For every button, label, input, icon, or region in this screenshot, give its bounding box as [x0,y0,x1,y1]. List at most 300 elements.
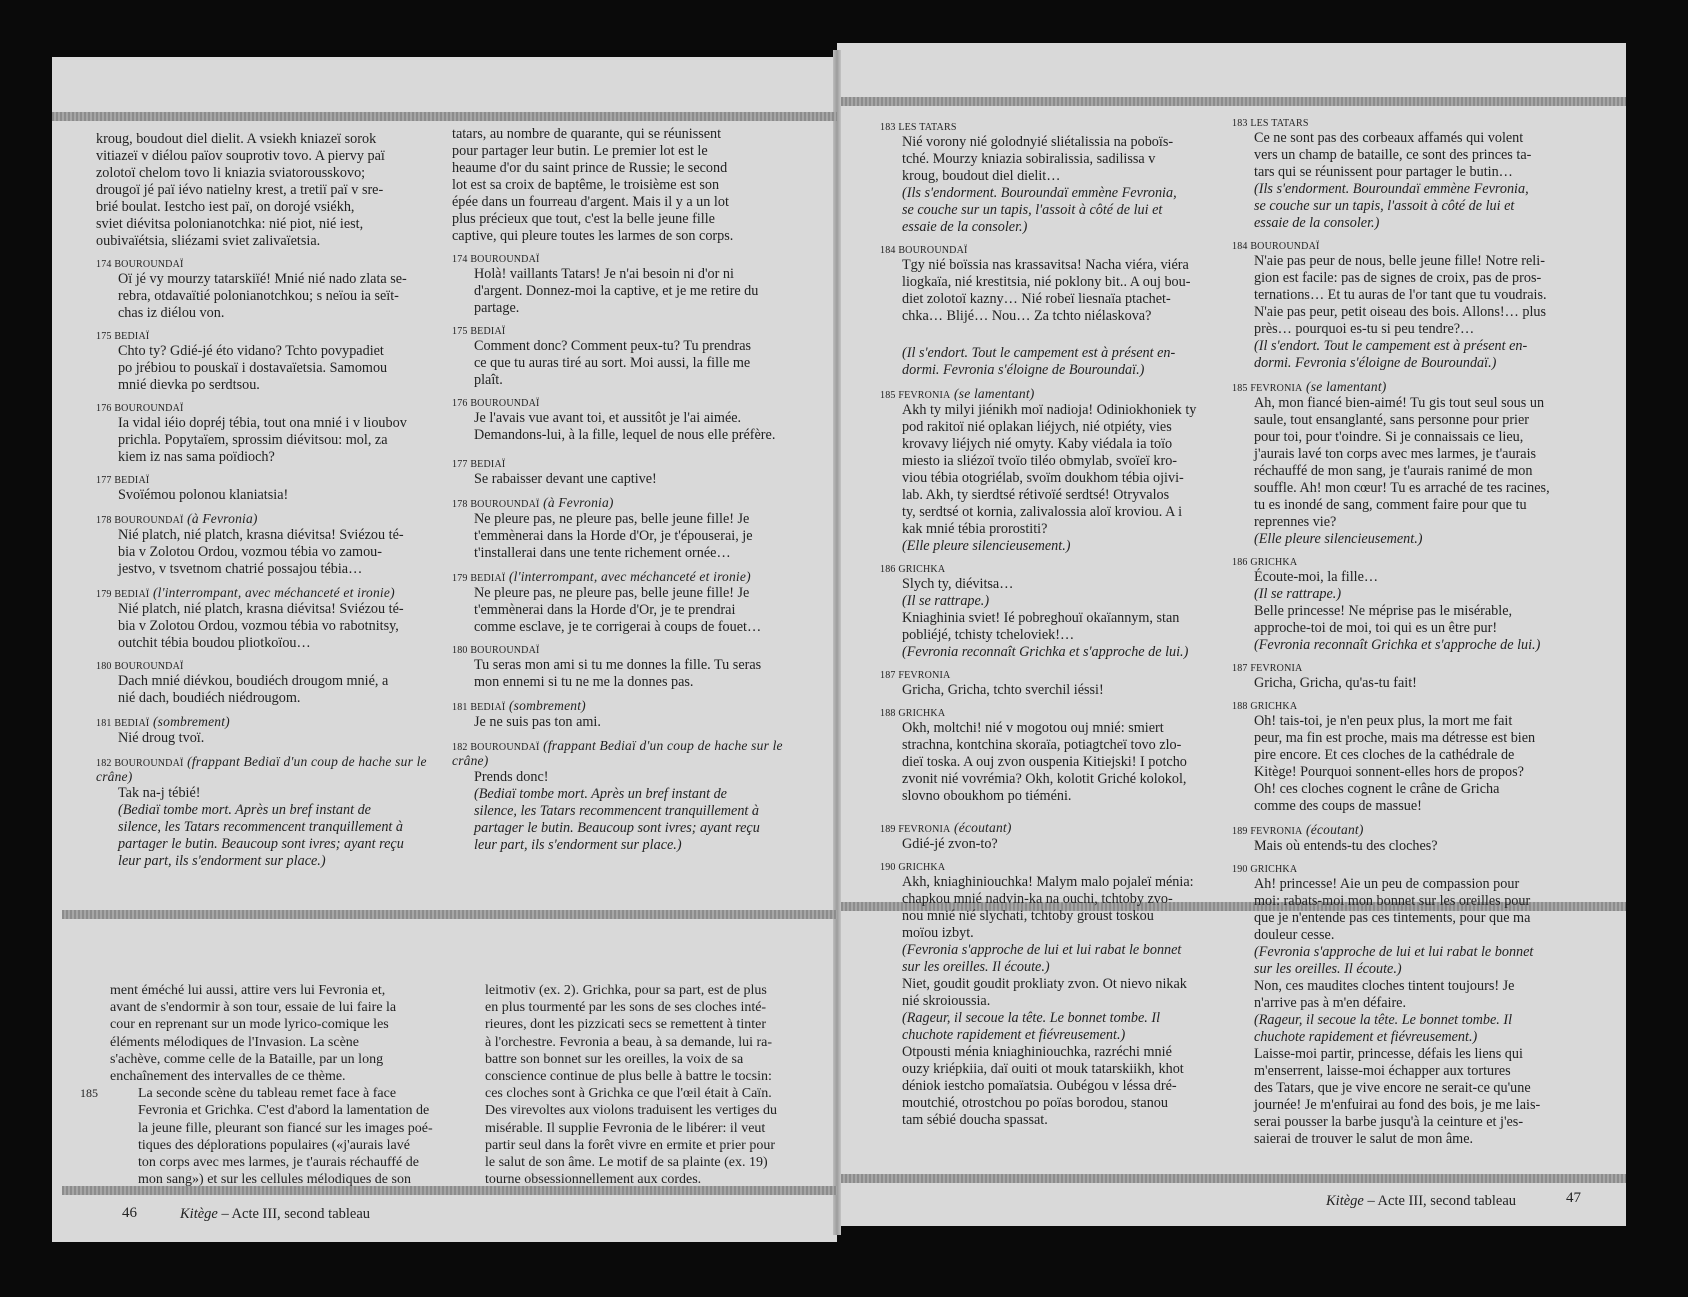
stage-note [880,325,1230,379]
text-line: prichla. Popytaïem, sprossim diévitsou: mol, za [118,432,388,448]
commentary-line: mon sang») et sur les cellules mélodiques de son [138,1172,411,1188]
stage-note [880,538,1230,555]
speaker-name: LES TATARS [1250,118,1309,129]
speaker-name: FEVRONIA [1250,663,1303,674]
sung-text [880,682,1230,699]
running-head-left [180,1206,370,1223]
text-line: pour partager leur butin. Le premier lot est le [452,143,708,159]
libretto-entry [880,707,1230,805]
text-line: saule, tout ensanglanté, sans personne pour prier [1254,412,1530,428]
stage-direction-line: (Bediaï tombe mort. Après un bref instant de [474,786,727,802]
left-russian-column [96,131,446,878]
commentary-line: leitmotiv (ex. 2). Grichka, pour sa part, est de plus [485,983,767,998]
stage-direction-line: (Fevronia reconnaît Grichka et s'approche de lui.) [1254,637,1541,653]
text-line: Écoute-moi, la fille… [1254,569,1379,585]
libretto-entry [880,821,1230,853]
text-line: kiem iz nas sama poïdioch? [118,449,275,465]
text-line: Ia vidal iéio dopréj tébia, tout ona mnié i v lioubov [118,415,407,431]
speaker-heading [1232,240,1582,253]
stage-direction-line: leur part, ils s'endorment sur place.) [474,837,682,853]
speaker-heading [452,325,792,338]
entry-number: 185 [880,390,899,401]
speaker-name: GRICHKA [1250,557,1298,568]
sung-text [880,576,1230,593]
text-line: oubivaïétsia, sliézami sviet zalivaïetsia. [96,233,321,249]
text-line: lot est sa croix de baptême, le troisième est son [452,177,720,193]
libretto-entry [880,669,1230,699]
speaker-name: BOUROUNDAÏ [114,661,184,672]
speaker-name: GRICHKA [1250,864,1298,875]
speaker-name: GRICHKA [898,708,946,719]
entry-number: 183 [1232,118,1251,129]
speaker-heading [96,660,446,673]
speaker-heading [452,397,792,410]
stage-direction-line: dormi. Fevronia s'éloigne de Bouroundaï.) [1254,355,1497,371]
commentary-line: rieures, dont les pizzicati secs se remettent à tinter [485,1017,767,1033]
sung-text [1232,675,1582,692]
commentary-line: ton corps avec mes larmes, je t'aurais réchauffé de [138,1155,419,1171]
text-line: partage. [474,300,520,316]
entry-number: 178 [452,499,471,510]
stage-direction: (sombrement) [505,698,586,713]
text-line: bia v Zolotou Ordou, vozmou tébia vo rabotnitsy, [118,618,399,634]
speaker-heading [880,244,1230,257]
text-line: plus précieux que tout, c'est la belle jeune fille [452,211,715,227]
text-line: Slych ty, diévitsa… [902,576,1014,592]
text-line: n'arrive pas à m'en défaire. [1254,995,1407,1011]
commentary-line: éléments mélodiques de l'Invasion. La scène [110,1034,359,1050]
stage-note [96,802,446,870]
sung-text [1232,395,1582,531]
speaker-name: GRICHKA [898,862,946,873]
libretto-entry [452,644,792,691]
speaker-heading [96,512,446,527]
text-line: Dach mnié diévkou, boudiéch drougom mnié, a [118,673,389,689]
text-line: Nié platch, nié platch, krasna diévitsa! Sviézou té- [118,527,404,543]
speaker-name: FEVRONIA [898,670,951,681]
stage-direction-line: leur part, ils s'endorment sur place.) [118,853,326,869]
text-line: Okh, moltchi! nié v mogotou ouj mnié: smiert [902,720,1164,736]
speaker-heading [880,821,1230,836]
text-line: tatars, au nombre de quarante, qui se réunissent [452,126,722,142]
commentary-line: la jeune fille, pleurant son fiancé sur les images poé- [138,1120,433,1136]
sung-text [96,415,446,466]
stage-direction-line: (Il s'endort. Tout le campement est à présent en- [1254,338,1528,354]
commentary-number: 185 [80,1086,98,1101]
stage-note [1232,531,1582,548]
text-line: Chto ty? Gdié-jé éto vidano? Tchto povypadiet [118,343,384,359]
text-line: sviet diévitsa polonianotchka: nié piot, nié iest, [96,216,364,232]
commentary-line: Des virevoltes aux violons traduisent les vertiges du [485,1103,777,1119]
sung-text [96,785,446,802]
speaker-name: BEDIAÏ [114,475,150,486]
stage-direction: (frappant Bediaï d'un coup de hache sur le crâne) [96,754,427,784]
sung-text [1232,569,1582,586]
text-line: krovavy liéjych nié omyty. Kaby viédala ia toïo [902,436,1173,452]
speaker-heading [1232,700,1582,713]
text-line: Oh! tais-toi, je n'en peux plus, la mort me fait [1254,713,1513,729]
stage-direction: (sombrement) [149,714,230,729]
text-line: pobliéjé, tchisty tcheloviek!… [902,627,1075,643]
bottom-rule-right [841,1174,1626,1183]
libretto-entry [452,458,792,488]
running-head-right [1326,1193,1516,1210]
speaker-heading [880,121,1230,134]
speaker-heading [880,387,1230,402]
text-line: reprennes vie? [1254,514,1337,530]
sung-text [452,338,792,389]
entry-number: 180 [452,645,471,656]
stage-direction-line: (Rageur, il secoue la tête. Le bonnet tombe. Il [1254,1012,1513,1028]
sung-text [1232,713,1582,815]
page-number-left: 46 [122,1205,137,1221]
speaker-heading [96,330,446,343]
speaker-heading [452,253,792,266]
speaker-heading [1232,380,1582,395]
text-line: plaît. [474,372,503,388]
left-french-column [452,126,792,862]
libretto-entry [96,512,446,578]
text-line: comme des coups de massue! [1254,798,1422,814]
libretto-entry [880,244,1230,379]
stage-note [1232,586,1582,654]
libretto-entry [96,755,446,870]
text-line: Prends donc! [474,769,549,785]
commentary-line: battre son bonnet sur les oreilles, la voix de sa [485,1051,744,1067]
stage-direction-line: chuchote rapidement et fiévreusement.) [902,1027,1126,1043]
libretto-entry [452,397,792,444]
commentary-column-1 [80,982,460,1188]
speaker-heading [96,715,446,730]
running-subtitle-left: – Acte III, second tableau [217,1206,371,1222]
entry-number: 174 [452,254,471,265]
text-line: approche-toi de moi, toi qui es un être pur! [1254,620,1498,636]
libretto-entry [1232,700,1582,815]
text-line: captive, qui pleure toutes les larmes de son corps. [452,228,734,244]
libretto-entry [1232,240,1582,372]
libretto-entry [452,699,792,731]
stage-direction: (se lamentant) [950,386,1035,401]
stage-direction-line: sur les oreilles. Il écoute.) [902,959,1050,975]
speaker-name: BEDIAÏ [114,718,150,729]
commentary-line: en plus tourmenté par les sons de ses cloches inté- [485,1000,767,1016]
sung-text [452,410,792,444]
text-line: slovno oboukhom po tiéméni. [902,788,1072,804]
text-line: mnié dievka po serdtsou. [118,377,260,393]
commentary-column-2 [485,982,815,1188]
stage-direction-line: essaie de la consoler.) [1254,215,1380,231]
text-line: nié dach, boudiéch niédrougom. [118,690,301,706]
sung-text [96,730,446,747]
stage-direction-line: partager le butin. Beaucoup sont ivres; ayant reçu [118,836,404,852]
speaker-name: BOUROUNDAÏ [114,515,184,526]
text-line: Non, ces maudites cloches tintent toujours! Je [1254,978,1515,994]
libretto-entry [1232,556,1582,654]
commentary-line: avant de s'endormir à son tour, essaie de lui faire la [110,1000,397,1016]
text-line: Gdié-jé zvon-to? [902,836,998,852]
stage-direction: (à Fevronia) [539,495,614,510]
text-line: kroug, boudout diel dielit… [902,168,1061,184]
text-line: Gricha, Gricha, tchto sverchil iéssi! [902,682,1104,698]
entry-number: 174 [96,259,115,270]
text-line: comme esclave, je te corrigerai à coups de fouet… [474,619,762,635]
text-line: d'argent. Donnez-moi la captive, et je me retire du [474,283,759,299]
sung-text [452,714,792,731]
text-line: chas iz diélou von. [118,305,225,321]
speaker-heading [1232,662,1582,675]
libretto-entry [96,660,446,707]
libretto-entry [96,586,446,652]
stage-direction: (frappant Bediaï d'un coup de hache sur le crâne) [452,738,783,768]
stage-note [880,185,1230,236]
sung-text [452,266,792,317]
entry-number: 176 [96,403,115,414]
text-line: que je n'entende pas ces tintements, pour que ma [1254,910,1531,926]
speaker-name: BOUROUNDAÏ [114,758,184,769]
sung-text [1232,838,1582,855]
speaker-name: BOUROUNDAÏ [470,499,540,510]
entry-number: 177 [452,459,471,470]
speaker-heading [452,458,792,471]
speaker-name: BOUROUNDAÏ [898,245,968,256]
sung-text [96,343,446,394]
text-line: Otpousti ménia kniaghiniouchka, razréchi mnié [902,1044,1172,1060]
running-subtitle-right: – Acte III, second tableau [1363,1193,1517,1209]
commentary-line: tiques des déplorations populaires («j'aurais lavé [138,1137,410,1153]
stage-direction-line: silence, les Tatars recommencent tranquillement à [118,819,404,835]
sung-text [1232,876,1582,944]
entry-number: 182 [96,758,115,769]
entry-number: 181 [452,702,471,713]
sung-text [1232,130,1582,181]
text-line: Ne pleure pas, ne pleure pas, belle jeune fille! Je [474,511,750,527]
text-line: serai pousser la barbe jusqu'à la ceinture et j'es- [1254,1114,1524,1130]
text-line: zvonit nié vovrémia? Okh, kolotit Griché kolokol, [902,771,1187,787]
text-line: po jrébiou to pouskaï i dostavaïetsia. Samomou [118,360,388,376]
entry-number: 190 [1232,864,1251,875]
stage-direction-line: se couche sur un tapis, l'assoit à côté de lui et [902,202,1163,218]
speaker-heading [452,496,792,511]
entry-number: 181 [96,718,115,729]
stage-note [452,786,792,854]
stage-direction-line: chuchote rapidement et fiévreusement.) [1254,1029,1478,1045]
entry-number: 184 [880,245,899,256]
stage-direction-line: se couche sur un tapis, l'assoit à côté de lui et [1254,198,1515,214]
text-line: miesto ia sliézoï tvoïo tiléo obmylab, svoïeï kro- [902,453,1178,469]
commentary-line: cour en reprenant sur un mode lyrico-comique les [110,1017,389,1033]
commentary-line: misérable. Il supplie Fevronia de le libérer: il veut [485,1120,766,1136]
entry-number: 185 [1232,383,1251,394]
text-line: Ne pleure pas, ne pleure pas, belle jeune fille! Je [474,585,750,601]
entry-number: 186 [1232,557,1251,568]
speaker-name: BEDIAÏ [114,589,150,600]
text-line: drougoï jé paï iévo natielny krest, a tretiï paï v sre- [96,182,384,198]
speaker-heading [1232,117,1582,130]
entry-number: 175 [452,326,471,337]
stage-direction-line: (Fevronia s'approche de lui et lui rabat le bonnet [1254,944,1534,960]
libretto-entry [1232,117,1582,232]
sung-text [452,126,792,245]
commentary-line: s'achève, comme celle de la Bataille, par un long [110,1051,384,1067]
speaker-name: BEDIAÏ [114,331,150,342]
speaker-name: BEDIAÏ [470,573,506,584]
sung-text [880,836,1230,853]
libretto-entry [1232,863,1582,1148]
sung-text [880,874,1230,942]
speaker-name: BOUROUNDAÏ [114,403,184,414]
stage-direction: (l'interrompant, avec méchanceté et ironie) [149,585,395,600]
entry-number: 187 [1232,663,1251,674]
speaker-heading [1232,823,1582,838]
text-line: Kniaghinia sviet! Ié pobreghouï okaïannym, stan [902,610,1180,626]
entry-number: 177 [96,475,115,486]
text-line: Nié platch, nié platch, krasna diévitsa! Sviézou té- [118,601,404,617]
stage-direction-line: (Bediaï tombe mort. Après un bref instant de [118,802,371,818]
libretto-entry [452,325,792,389]
entry-number: 189 [880,824,899,835]
speaker-heading [452,570,792,585]
text-line: réchauffé de mon sang, je t'aurais ranimé de mon [1254,463,1533,479]
text-line: liogkaïa, nié krestitsia, nié poklony bit.. A ouj bou- [902,274,1191,290]
libretto-entry [452,496,792,562]
commentary-line: partir seul dans la forêt vivre en ermite et prier pour [485,1137,775,1153]
text-line: nié skroioussia. [902,993,991,1009]
entry-number: 188 [1232,701,1251,712]
commentary-line: ces cloches sont à Grichka ce que l'œil était à Caïn. [485,1086,772,1102]
text-line: Oï jé vy mourzy tatarskiïé! Mnié nié nado zlata se- [118,271,407,287]
speaker-name: FEVRONIA [1250,826,1303,837]
stage-direction: (écoutant) [950,820,1012,835]
speaker-name: LES TATARS [898,122,957,133]
text-line: Kitège! Pourquoi sonnent-elles hors de propos? [1254,764,1524,780]
text-line: Holà! vaillants Tatars! Je n'ai besoin ni d'or ni [474,266,734,282]
text-line: moïou izbyt. [902,925,974,941]
stage-direction-line: dormi. Fevronia s'éloigne de Bouroundaï.) [902,362,1145,378]
speaker-name: FEVRONIA [1250,383,1303,394]
text-line: douleur cesse. [1254,927,1335,943]
stage-direction-line: (Ils s'endorment. Bouroundaï emmène Fevronia, [902,185,1177,201]
text-line: des Tatars, que je vive encore ne serait-ce qu'une [1254,1080,1531,1096]
speaker-name: BOUROUNDAÏ [470,254,540,265]
top-rule-left [52,112,837,121]
stage-direction-line: (Il s'endort. Tout le campement est à présent en- [902,345,1176,361]
text-line: Mais où entends-tu des cloches? [1254,838,1438,854]
speaker-name: BOUROUNDAÏ [1250,241,1320,252]
running-title-left: Kitège [180,1206,218,1222]
libretto-entry [1232,823,1582,855]
text-line: Oh! ces cloches cognent le crâne de Gricha [1254,781,1500,797]
entry-number: 180 [96,661,115,672]
entry-number: 178 [96,515,115,526]
text-line: Akh ty milyi jiénikh moï nadioja! Odiniokhoniek ty [902,402,1197,418]
sung-text [452,769,792,786]
text-line: vitiazeï v diélou païov souprotiv tovo. A piervy paï [96,148,385,164]
text-line: heaume d'or du saint prince de Russie; le second [452,160,728,176]
speaker-name: BEDIAÏ [470,702,506,713]
text-line: Akh, kniaghiniouchka! Malym malo pojaleï ménia: [902,874,1194,890]
entry-number: 179 [452,573,471,584]
text-line: tam sébié doucha spassat. [902,1112,1048,1128]
text-line: pod rakitoï nié oplakan liéjych, nié otpiéty, vies [902,419,1172,435]
sung-text [96,601,446,652]
sung-text [452,471,792,488]
text-line: Ah, mon fiancé bien-aimé! Tu gis tout seul sous un [1254,395,1545,411]
speaker-heading [880,707,1230,720]
right-french-column [1232,117,1582,1156]
text-line: Tu seras mon ami si tu me donnes la fille. Tu seras [474,657,762,673]
text-line: ce que tu auras tiré au sort. Moi aussi, la fille me [474,355,751,371]
stage-direction-line: silence, les Tatars recommencent tranquillement à [474,803,760,819]
sung-text [452,585,792,636]
text-line: pire encore. Et ces cloches de la cathédrale de [1254,747,1515,763]
sung-text [96,673,446,707]
sung-text [96,487,446,504]
sung-text [880,257,1230,325]
speaker-name: BOUROUNDAÏ [470,645,540,656]
sung-text [880,402,1230,538]
text-line: ty, serdtsé ot kornia, zalivalossia aloï kroviou. A i [902,504,1183,520]
text-line: Ce ne sont pas des corbeaux affamés qui volent [1254,130,1524,146]
text-line: pour toi, pour t'oindre. Si je connaissais ce lieu, [1254,429,1524,445]
libretto-entry [452,570,792,636]
text-line: tars qui se réunissent pour partager le butin… [1254,164,1513,180]
text-line: nou mnié nié slychati, tchtoby groust toskou [902,908,1154,924]
text-line: Tak na-j tébié! [118,785,201,801]
commentary-line: enchaînement des intervalles de ce thème. [110,1069,346,1085]
stage-direction-line: (Il se rattrape.) [1254,586,1342,602]
mid-rule-left [62,910,837,919]
entry-number: 189 [1232,826,1251,837]
stage-note [1232,181,1582,232]
text-line: t'emmènerai dans la Horde d'Or, je te prendrai [474,602,736,618]
entry-number: 179 [96,589,115,600]
stage-direction-line: (Rageur, il secoue la tête. Le bonnet tombe. Il [902,1010,1161,1026]
speaker-heading [96,258,446,271]
speaker-heading [1232,556,1582,569]
entry-number: 187 [880,670,899,681]
text-line: Niet, goudit goudit prokliaty zvon. Ot nievo nikak [902,976,1187,992]
text-line: Demandons-lui, à la fille, lequel de nous elle préfère. [474,427,776,443]
commentary-line: Fevronia et Grichka. C'est d'abord la lamentation de [138,1103,430,1119]
speaker-name: GRICHKA [1250,701,1298,712]
text-line: jestvo, v tsvetnom chatrié possajou tébia… [118,561,363,577]
stage-note [880,593,1230,661]
libretto-entry [96,715,446,747]
speaker-name: FEVRONIA [898,390,951,401]
book-gutter [833,50,841,1235]
text-line: souffle. Ah! mon cœur! Tu es arraché de tes racines, [1254,480,1550,496]
speaker-heading [96,474,446,487]
commentary-line: La seconde scène du tableau remet face à face [138,1086,397,1102]
text-line: Nié droug tvoï. [118,730,205,746]
text-line: t'installerai dans une tente richement ornée… [474,545,731,561]
libretto-entry [452,126,792,245]
speaker-heading [452,644,792,657]
text-line: gion est facile: pas de signes de croix, pas de pros- [1254,270,1542,286]
speaker-name: BOUROUNDAÏ [470,398,540,409]
libretto-entry [96,474,446,504]
text-line: vers un champ de bataille, ce sont des princes ta- [1254,147,1532,163]
stage-note [1232,944,1582,1148]
libretto-entry [1232,380,1582,548]
libretto-entry [1232,662,1582,692]
sung-text [452,511,792,562]
text-line: lab. Akh, ty sierdtsé rétivoïé serdtsé! Otryvalos [902,487,1170,503]
libretto-entry [96,402,446,466]
text-line: outchit tébia boudou pliotkoïou… [118,635,311,651]
sung-text [96,271,446,322]
text-line: diet zolotoï kazny… Nié robeï liesnaïa ptachet- [902,291,1171,307]
